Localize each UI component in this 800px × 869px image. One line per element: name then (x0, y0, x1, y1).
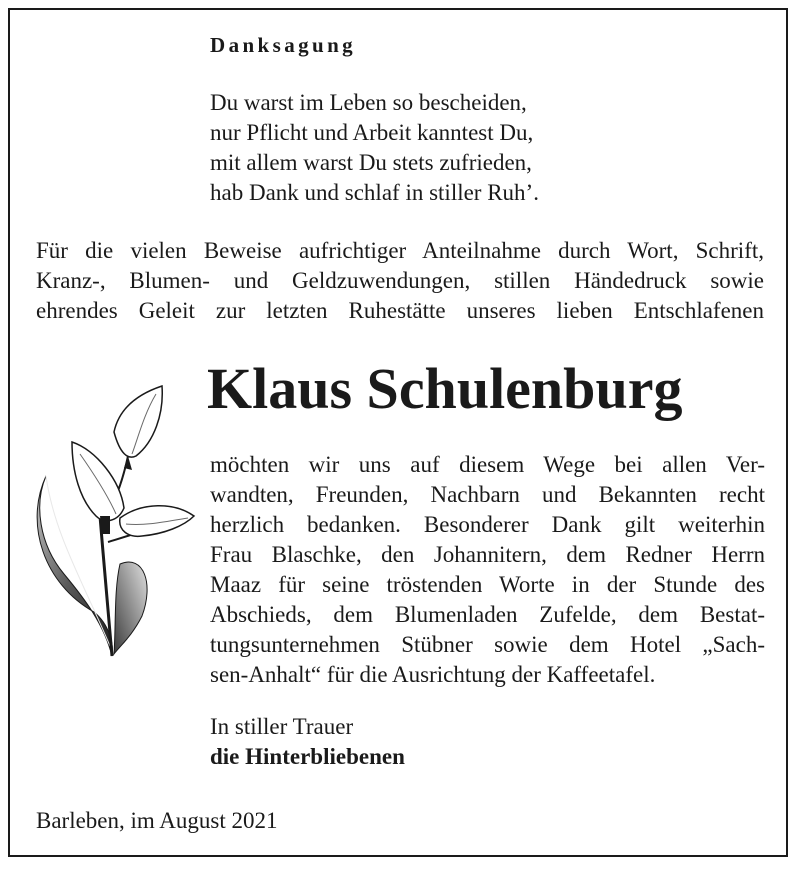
intro-line: Für die vielen Beweise aufrichtiger Anteilnahme durch Wort, Schrift, (36, 238, 764, 263)
poem-line: mit allem warst Du stets zufrieden, (210, 150, 532, 175)
deceased-name: Klaus Schulenburg (207, 356, 683, 421)
thanks-line: herzlich bedanken. Besonderer Dank gilt weiterhin (210, 512, 765, 537)
closing (210, 712, 405, 772)
poem-line: Du warst im Leben so bescheiden, (210, 90, 527, 115)
thanks-line: wandten, Freunden, Nachbarn und Bekannten recht (210, 482, 765, 507)
signature: die Hinterbliebenen (210, 744, 405, 769)
thanks-line: tungsunternehmen Stübner sowie dem Hotel „Sach- (210, 632, 765, 657)
thanks-line: Maaz für seine tröstenden Worte in der Stunde des (210, 572, 765, 597)
thanks-line: möchten wir uns auf diesem Wege bei allen Ver- (210, 452, 765, 477)
intro-paragraph (36, 236, 764, 326)
calla-lily-icon (24, 384, 200, 664)
thanks-line: Abschieds, dem Blumenladen Zufelde, dem Bestat- (210, 602, 765, 627)
heading-danksagung: Danksagung (210, 33, 357, 57)
poem-line: nur Pflicht und Arbeit kanntest Du, (210, 120, 534, 145)
poem (210, 88, 539, 208)
place-date: Barleben, im August 2021 (36, 808, 278, 833)
intro-line: ehrendes Geleit zur letzten Ruhestätte unseres lieben Entschlafenen (36, 298, 764, 323)
poem-line: hab Dank und schlaf in stiller Ruh’. (210, 180, 539, 205)
closing-line: In stiller Trauer (210, 714, 354, 739)
thanks-line: sen-Anhalt“ für die Ausrichtung der Kaffeetafel. (210, 662, 656, 687)
intro-line: Kranz-, Blumen- und Geldzuwendungen, stillen Händedruck sowie (36, 268, 764, 293)
thanks-paragraph (210, 450, 765, 690)
thanks-line: Frau Blaschke, den Johannitern, dem Redner Herrn (210, 542, 765, 567)
